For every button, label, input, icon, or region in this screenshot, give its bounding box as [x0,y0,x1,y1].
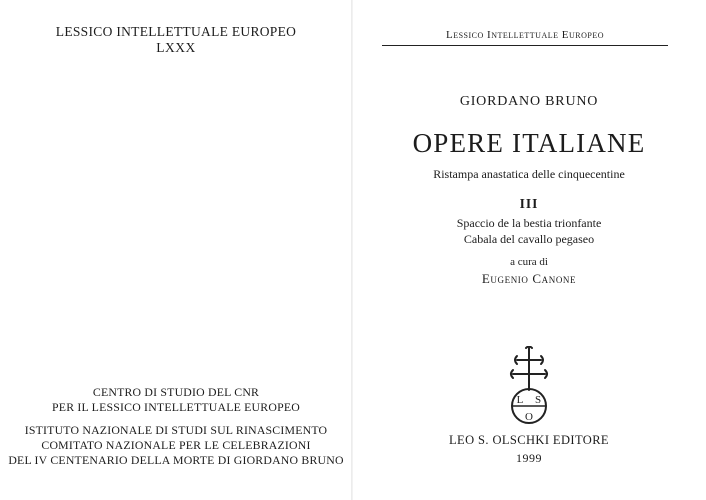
institution-line: COMITATO NAZIONALE PER LE CELEBRAZIONI [41,438,311,452]
institution-line: ISTITUTO NAZIONALE DI STUDI SUL RINASCIMENTO [24,423,328,437]
work-title: Cabala del cavallo pegaseo [463,232,595,246]
logo-letter-o: O [525,411,533,423]
book-subtitle: Ristampa anastatica delle cinquecentine [433,167,625,181]
olschki-cross-logo-icon [504,346,554,428]
right-page [352,0,706,500]
publication-year: 1999 [516,451,542,465]
series-number: LXXX [156,40,196,55]
series-title: LESSICO INTELLETTUALE EUROPEO [55,24,297,39]
editor-name: Eugenio Canone [481,271,577,286]
institution-line: CENTRO DI STUDIO DEL CNR [92,385,260,399]
work-title: Spaccio de la bestia trionfante [456,216,602,230]
book-title: OPERE ITALIANE [412,128,646,158]
logo-letter-s: S [534,394,542,406]
author-name: GIORDANO BRUNO [459,94,599,109]
volume-number: III [519,196,539,211]
logo-letter-l: L [516,394,524,406]
running-head: Lessico Intellettuale Europeo [446,29,604,41]
publisher-name: LEO S. OLSCHKI EDITORE [449,433,609,447]
institution-line: PER IL LESSICO INTELLETTUALE EUROPEO [52,400,300,414]
running-head-rule [382,45,668,46]
institution-line: DEL IV CENTENARIO DELLA MORTE DI GIORDANO BRUNO [8,453,344,467]
left-page [0,0,352,500]
edited-by-label: a cura di [510,256,548,268]
